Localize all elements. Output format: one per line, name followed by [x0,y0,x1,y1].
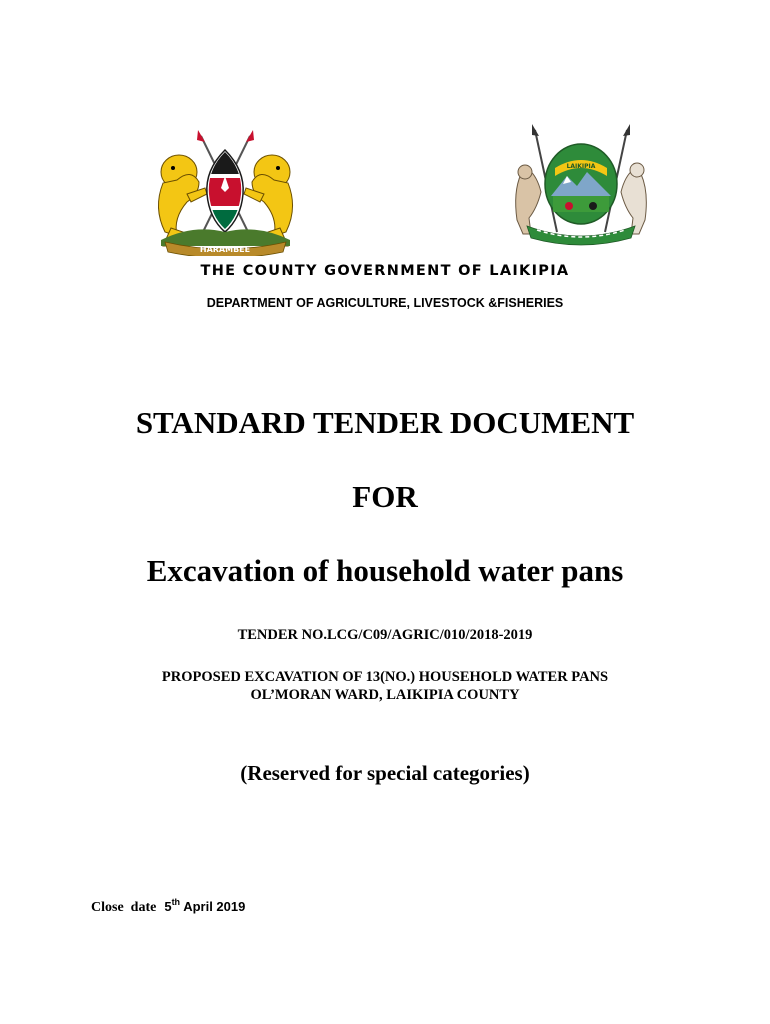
for-label: FOR [352,479,418,514]
laikipia-county-seal-icon [507,122,655,248]
close-date-day: 5 [164,899,172,914]
svg-text:HARAMBEE: HARAMBEE [199,245,251,254]
proposed-works [0,668,770,704]
document-title: STANDARD TENDER DOCUMENT [135,405,635,440]
close-date-label: Close date [91,900,157,915]
tender-subject: Excavation of household water pans [146,553,624,588]
kenya-coat-of-arms-icon [143,128,308,256]
close-date-suffix: th [171,897,181,907]
department-heading: DEPARTMENT OF AGRICULTURE, LIVESTOCK &FISHERIES [206,296,564,310]
proposed-works-line-1: PROPOSED EXCAVATION OF 13(NO.) HOUSEHOLD WATER PANS [161,669,609,685]
proposed-works-line-2: OL’MORAN WARD, LAIKIPIA COUNTY [250,687,520,703]
reserved-note: (Reserved for special categories) [240,761,530,785]
close-date-month-year: April 2019 [183,899,246,914]
close-date-value [164,899,245,914]
tender-number: TENDER NO.LCG/C09/AGRIC/010/2018-2019 [237,627,533,643]
close-date [91,897,245,916]
county-government-heading: THE COUNTY GOVERNMENT OF LAIKIPIA [200,263,570,279]
svg-text:LAIKIPIA: LAIKIPIA [566,163,596,170]
